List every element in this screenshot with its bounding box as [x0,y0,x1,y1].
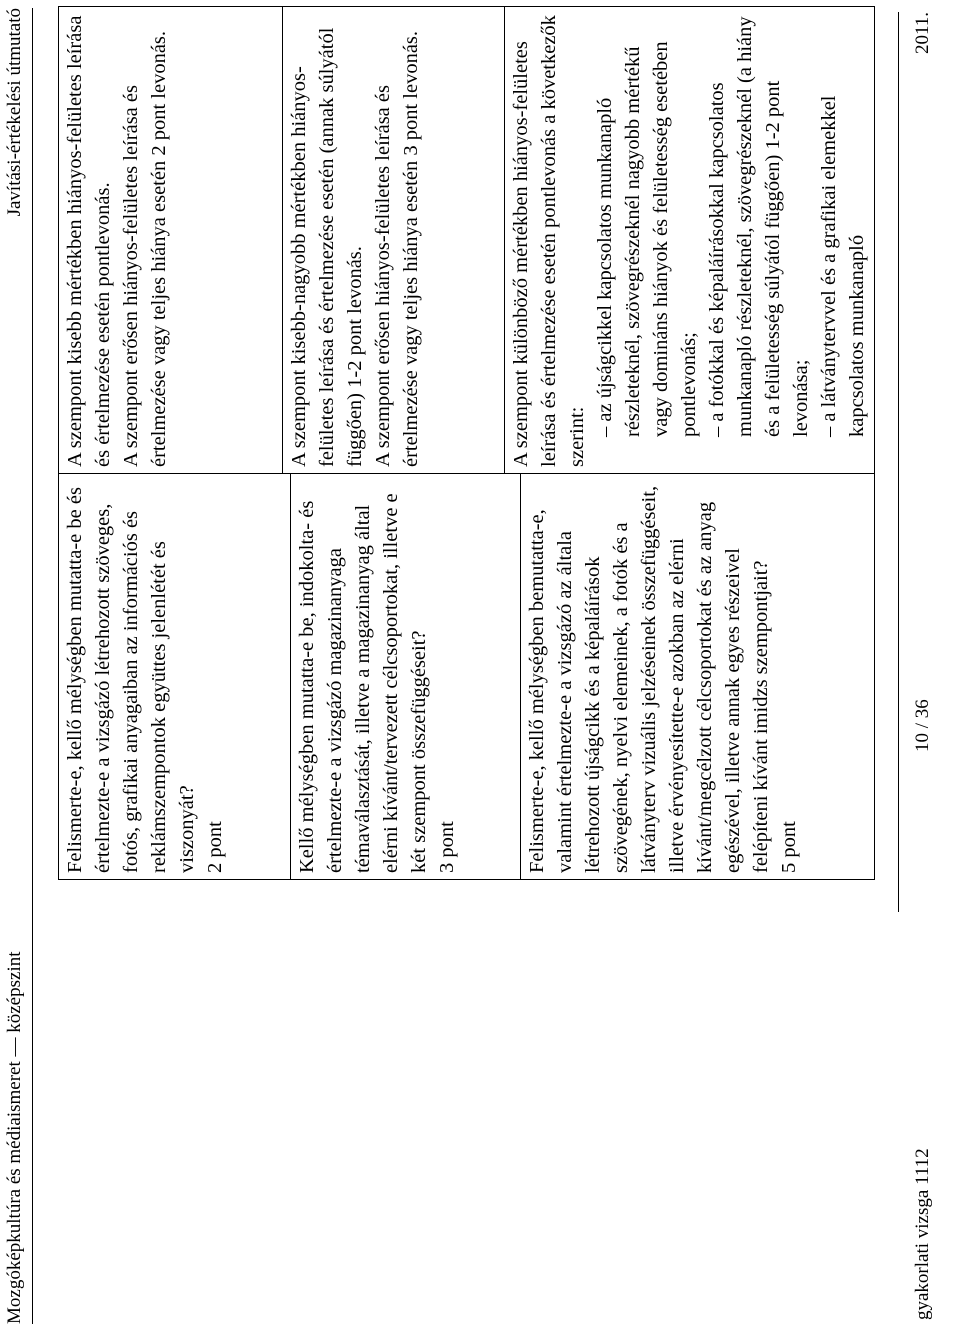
criterion-text: Felismerte-e, kellő mélységben bemutatta-e, valamint értelmezte-e a vizsgázó az általa létrehozott újságcikk és a képaláírások szövegének, nyelvi elemeinek, a fotók és a látványterv vizuális jelzéseinek összefüggéseit, illetve érvényesítette-e azokban az elérni kívánt/megcélzott célcsoportokat és az anyag egészével, illetve annak egyes részeivel felépíteni kívánt imidzs szempontjait? [526,485,772,873]
header-divider [32,8,33,1324]
footer-left: gyakorlati vizsga 1112 [912,1148,933,1320]
criteria-column [59,473,874,879]
criterion-points: 2 pont [204,821,226,873]
deduction-text: A szempont erősen hiányos-felületes leírása és értelmezése vagy teljes hiánya esetén 2 pont levonás. [120,30,170,467]
deduction-text: A szempont kisebb mértékben hiányos-felületes leírása és értelmezése esetén pontlevonás. [64,15,114,467]
deduction-item: – a fotókkal és képaláírásokkal kapcsolatos munkanapló részleteknél, szövegrészeknél (a hiány és a felületesség súlyától függően) 1-2 pont levonása; [706,16,812,437]
deduction-item: – az újságcikkel kapcsolatos munkanapló részleteknél, szövegrészeknél nagyobb mértékű vagy domináns hiányok és felületesség esetében pontlevonás; [594,41,700,437]
deduction-intro: A szempont különböző mértékben hiányos-felületes leírása és értelmezése esetén pontlevonás a következők szerint: [510,15,588,467]
criterion-cell-3 [521,474,874,879]
footer-year: 2011. [912,12,933,55]
deduction-text: A szempont erősen hiányos-felületes leírása és értelmezése vagy teljes hiánya esetén 3 pont levonás. [371,30,422,467]
criterion-text: Felismerte-e, kellő mélységben mutatta-e be és értelmezte-e a vizsgázó létrehozott szöveges, fotós, grafikai anyagaiban az információs és reklámszempontok együttes jelenlétét és viszonyát? [64,487,198,873]
criterion-text: Kellő mélységben mutatta-e be, indokolta- és értelmezte-e a vizsgázó magazinanyaga témaválasztását, illetve a magazinanyag által elérni kívánt/tervezett célcsoportokat, illetve e két szempont összefüggéseit? [296,493,430,873]
deduction-column [59,7,874,473]
deduction-text: A szempont kisebb-nagyobb mértékben hiányos-felületes leírása és értelmezése esetén (annak súlyától függően) 1-2 pont levonás. [287,27,366,467]
header-right: Javítási-értékelési útmutató [4,8,25,217]
deduction-cell-2 [283,7,505,473]
criterion-points: 3 pont [436,821,458,873]
criterion-points: 5 pont [778,821,800,873]
evaluation-table [58,6,875,880]
footer-divider [898,12,899,912]
header-left: Mozgóképkultúra és médiaismeret — középszint [4,951,25,1324]
criterion-cell-2 [291,474,521,879]
criterion-cell-1 [59,474,291,879]
deduction-cell-3 [505,7,874,473]
page-number: 10 / 36 [912,699,933,752]
deduction-cell-1 [59,7,283,473]
deduction-item: – a látványtervvel és a grafikai elemekkel kapcsolatos munkanapló [818,95,868,437]
